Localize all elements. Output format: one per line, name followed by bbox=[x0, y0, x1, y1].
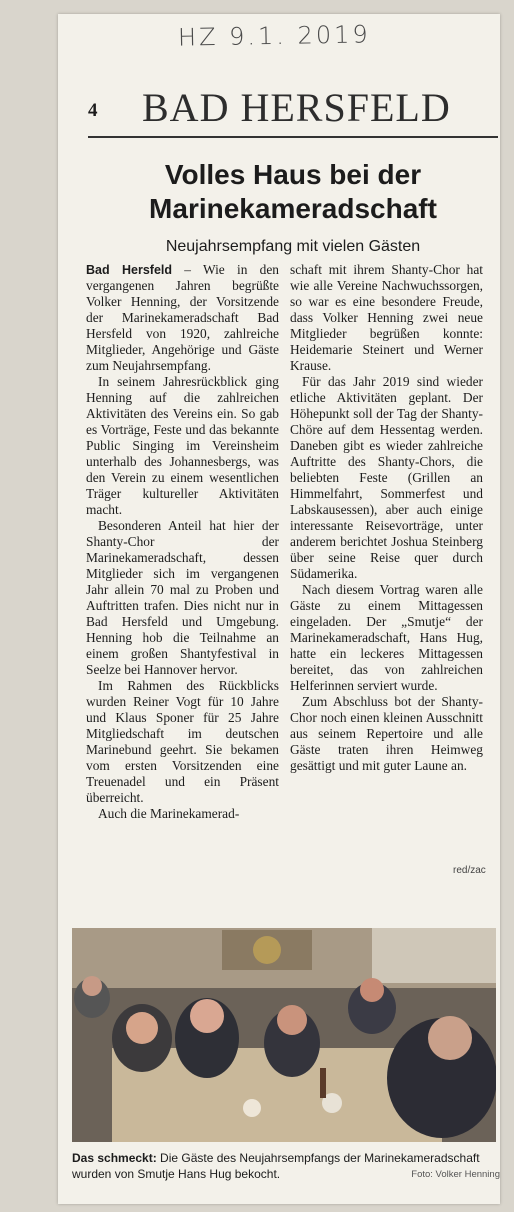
paragraph: Im Rahmen des Rückblicks wurden Reiner Vogt für 10 Jahre und Klaus Sponer für 25 Jahre Mitgliedschaft im deutschen Marinebund geehrt. Sie bekamen vom ersten Vorsitzenden eine Treuenadel und ein Präsent überreicht. bbox=[86, 678, 279, 805]
paragraph: Auch die Marinekamerad- bbox=[98, 806, 240, 821]
author-credit: red/zac bbox=[453, 865, 486, 876]
paragraph: Bad Hersfeld – Wie in den vergangenen Jahren begrüßte Volker Henning, der Vorsitzende der Marinekameradschaft Bad Hersfeld von 1920, zahlreiche Mitglieder, Angehörige und Gäste zum Neujahrsempfang. bbox=[86, 262, 279, 373]
paragraph: schaft mit ihrem Shanty-Chor hat wie alle Vereine Nachwuchssorgen, so war es eine besondere Freude, dass Volker Henning zwei neue Mitglieder begrüßen konnte: Heidemarie Steinert und Werner Krause. bbox=[290, 262, 483, 373]
photo-caption bbox=[72, 1150, 500, 1183]
paragraph: Für das Jahr 2019 sind wieder etliche Aktivitäten geplant. Der Höhepunkt soll der Tag der Shanty-Chöre auf dem Hessentag werden. Daneben gibt es wieder zahlreiche Auftritte des Shanty-Chors, die beliebten Feste (Grillen an Himmelfahrt, Sommerfest und Labskausessen), aber auch einige interessante Reisevorträge, unter anderem berichtet Joshua Steinberg über seine Reise quer durch Südamerika. bbox=[290, 374, 483, 581]
paragraph: Nach diesem Vortrag waren alle Gäste zu einem Mittagessen eingeladen. Der „Smutje“ der Marinekameradschaft, Hans Hug, hatte ein leckeres Mittagessen bereitet, das von zahlreichen Helferinnen serviert wurde. bbox=[290, 582, 483, 693]
event-photo bbox=[72, 928, 496, 1142]
paragraph: In seinem Jahresrückblick ging Henning auf die zahlreichen Aktivitäten des Vereins ein. So gab es Vorträge, Feste und das bekannte Public Singing im Vereinsheim unterhalb des Johannesbergs, was den Verein zu einem wesentlichen Träger kultureller Aktivitäten macht. bbox=[86, 374, 279, 517]
section-divider bbox=[88, 136, 498, 138]
photo-credit: Foto: Volker Henning bbox=[411, 1169, 500, 1180]
paragraph: Besonderen Anteil hat hier der Shanty-Chor der Marinekameradschaft, dessen Mitglieder sich im vergangenen Jahr allein 70 mal zu Proben und Auftritten trafen. Dies nicht nur in Bad Hersfeld und Umgebung. Henning hob die Teilnahme an einem großen Shantyfestival in Seelze bei Hannover hervor. bbox=[86, 518, 279, 677]
caption-lead: Das schmeckt: bbox=[72, 1151, 157, 1165]
article-headline: Volles Haus bei der Marinekameradschaft bbox=[149, 159, 437, 224]
article-subheadline: Neujahrsempfang mit vielen Gästen bbox=[165, 238, 421, 255]
dateline: Bad Hersfeld bbox=[86, 263, 173, 277]
caption-text: Die Gäste des Neujahrsempfangs der Marinekameradschaft wurden von Smutje Hans Hug bekocht. bbox=[72, 1151, 480, 1181]
article-column-right bbox=[290, 262, 483, 774]
section-title: BAD HERSFELD bbox=[142, 85, 451, 130]
paragraph: Zum Abschluss bot der Shanty-Chor noch einen kleinen Ausschnitt aus seinem Repertoire und alle Gäste traten ihren Heimweg gesättigt und mit guter Laune an. bbox=[290, 694, 483, 773]
article-column-left bbox=[86, 262, 279, 822]
handwritten-date-note: HZ 9.1. 2019 bbox=[177, 20, 371, 52]
page-number: 4 bbox=[88, 100, 98, 121]
